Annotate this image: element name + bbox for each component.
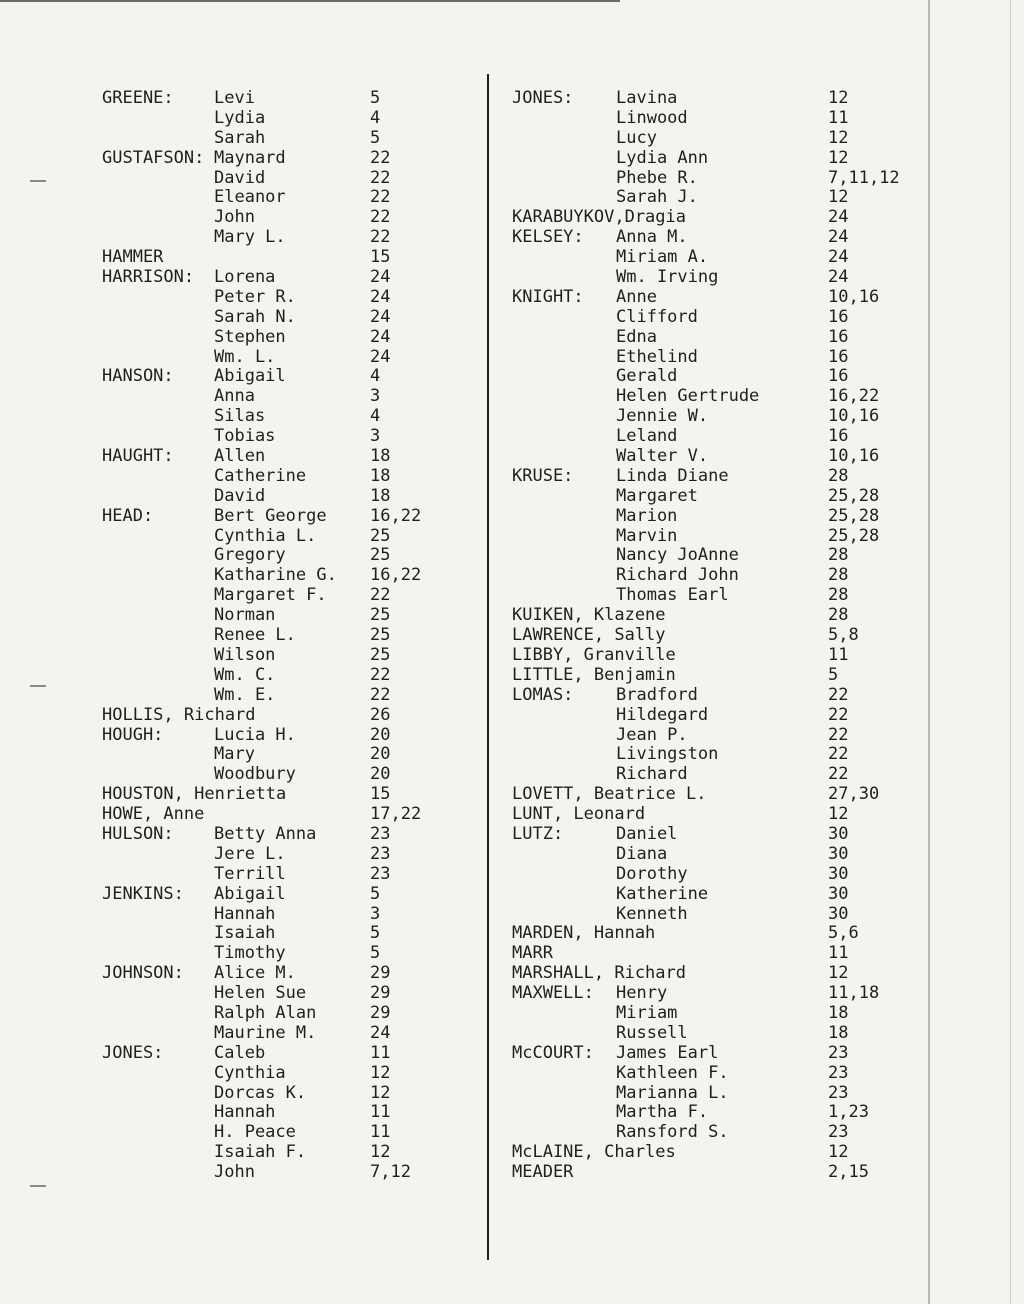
page-numbers: 4 [370, 366, 381, 387]
page-numbers: 10,16 [828, 286, 880, 307]
page-top-edge [0, 0, 620, 2]
page-numbers: 12 [828, 187, 849, 208]
given-name: Hannah [214, 903, 276, 924]
page-numbers: 18 [828, 1002, 849, 1023]
page-numbers: 11 [370, 1122, 391, 1143]
page-numbers: 12 [828, 1142, 849, 1163]
given-name: Levi [214, 88, 255, 108]
page-numbers: 18 [370, 485, 391, 506]
page-numbers: 22 [370, 147, 391, 168]
given-name: Daniel [616, 823, 678, 844]
page-numbers: 22 [370, 207, 391, 228]
page-numbers: 5 [370, 88, 381, 108]
given-name: Hildegard [616, 704, 709, 725]
page-numbers: 5 [828, 664, 839, 685]
given-name: Kathleen F. [616, 1062, 729, 1083]
given-name: Ralph Alan [214, 1002, 317, 1023]
given-name: Wm. E. [214, 684, 276, 705]
given-name: Margaret F. [214, 585, 327, 606]
given-name: Catherine [214, 465, 307, 486]
page-numbers: 15 [370, 784, 391, 805]
page-numbers: 12 [828, 804, 849, 825]
page-numbers: 11 [370, 1042, 391, 1063]
page-numbers: 2,15 [828, 1162, 869, 1183]
page-numbers: 30 [828, 823, 849, 844]
surname: HANSON: [102, 366, 174, 387]
page-numbers: 29 [370, 963, 391, 984]
page-numbers: 5 [370, 127, 381, 148]
page-numbers: 25 [370, 625, 391, 646]
given-name: Betty Anna [214, 823, 317, 844]
page-numbers: 24 [370, 306, 391, 327]
surname: MARR [512, 943, 553, 964]
page-numbers: 25,28 [828, 485, 880, 506]
given-name: Livingston [616, 744, 719, 765]
page-right-edge [928, 0, 930, 1304]
given-name: Hannah [214, 1102, 276, 1123]
page-numbers: 25 [370, 644, 391, 665]
page-numbers: 20 [370, 724, 391, 745]
given-name: H. Peace [214, 1122, 296, 1143]
given-name: Martha F. [616, 1102, 709, 1123]
page-numbers: 4 [370, 107, 381, 128]
page-numbers: 10,16 [828, 446, 880, 467]
page-numbers: 24 [370, 1022, 391, 1043]
surname: JONES: [102, 1042, 164, 1063]
page-numbers: 22 [828, 764, 849, 785]
page-numbers: 5 [370, 943, 381, 964]
given-name: Renee L. [214, 625, 296, 646]
surname: LOVETT, Beatrice L. [512, 784, 707, 805]
given-name: Sarah N. [214, 306, 296, 327]
given-name: Isaiah [214, 923, 276, 944]
page-numbers: 11 [828, 107, 849, 128]
surname: KRUSE: [512, 465, 574, 486]
given-name: Mary [214, 744, 255, 765]
page-numbers: 7,11,12 [828, 167, 900, 188]
margin-mark [30, 685, 46, 687]
given-name: Abigail [214, 883, 286, 904]
given-name: Wm. Irving [616, 267, 719, 288]
page-numbers: 5 [370, 923, 381, 944]
given-name: Abigail [214, 366, 286, 387]
given-name: Walter V. [616, 446, 709, 467]
page-numbers: 11,18 [828, 983, 880, 1004]
page-numbers: 16 [828, 346, 849, 367]
surname: HEAD: [102, 505, 154, 526]
given-name: Phebe R. [616, 167, 698, 188]
surname: HAMMER [102, 247, 164, 268]
given-name: John [214, 207, 255, 228]
page-numbers: 3 [370, 386, 381, 407]
surname: LAWRENCE, Sally [512, 625, 666, 646]
page-numbers: 16 [828, 366, 849, 387]
page-numbers: 5,8 [828, 625, 859, 646]
page-numbers: 5,6 [828, 923, 859, 944]
surname: HOWE, Anne [102, 804, 205, 825]
page-numbers: 1,23 [828, 1102, 869, 1123]
surname: McLAINE, Charles [512, 1142, 676, 1163]
given-name: Nancy JoAnne [616, 545, 739, 566]
given-name: Jere L. [214, 843, 286, 864]
surname: KELSEY: [512, 227, 584, 248]
given-name: Silas [214, 406, 266, 427]
given-name: Linda Diane [616, 465, 729, 486]
page-numbers: 12 [370, 1142, 391, 1163]
margin-mark [30, 180, 46, 182]
page-numbers: 16 [828, 306, 849, 327]
page-numbers: 25,28 [828, 525, 880, 546]
page-numbers: 3 [370, 903, 381, 924]
surname: KARABUYKOV,Dragia [512, 207, 686, 228]
given-name: Kenneth [616, 903, 688, 924]
given-name: Maynard [214, 147, 286, 168]
given-name: Eleanor [214, 187, 286, 208]
given-name: Anna M. [616, 227, 688, 248]
given-name: Lucia H. [214, 724, 296, 745]
surname: LITTLE, Benjamin [512, 664, 676, 685]
page-numbers: 4 [370, 406, 381, 427]
given-name: Lydia Ann [616, 147, 709, 168]
page-numbers: 28 [828, 545, 849, 566]
page-numbers: 24 [370, 286, 391, 307]
page-numbers: 22 [370, 684, 391, 705]
given-name: Bert George [214, 505, 327, 526]
surname: MARDEN, Hannah [512, 923, 656, 944]
page-numbers: 24 [828, 207, 849, 228]
given-name: Wm. C. [214, 664, 276, 685]
given-name: Tobias [214, 426, 276, 447]
given-name: Marvin [616, 525, 678, 546]
page-numbers: 23 [370, 843, 391, 864]
given-name: Bradford [616, 684, 698, 705]
page-numbers: 7,12 [370, 1162, 411, 1183]
given-name: Dorothy [616, 863, 688, 884]
given-name: Maurine M. [214, 1022, 317, 1043]
given-name: Stephen [214, 326, 286, 347]
given-name: Alice M. [214, 963, 296, 984]
page-numbers: 30 [828, 883, 849, 904]
page-numbers: 22 [370, 585, 391, 606]
given-name: Clifford [616, 306, 698, 327]
page-numbers: 27,30 [828, 784, 880, 805]
page-numbers: 25,28 [828, 505, 880, 526]
surname: KUIKEN, Klazene [512, 605, 666, 626]
page-numbers: 24 [828, 267, 849, 288]
page-numbers: 18 [828, 1022, 849, 1043]
page-numbers: 10,16 [828, 406, 880, 427]
given-name: James Earl [616, 1042, 719, 1063]
page-numbers: 23 [370, 863, 391, 884]
page-numbers: 12 [828, 963, 849, 984]
given-name: Linwood [616, 107, 688, 128]
page-numbers: 30 [828, 843, 849, 864]
page-numbers: 29 [370, 983, 391, 1004]
page-numbers: 16,22 [370, 505, 422, 526]
surname: LIBBY, Granville [512, 644, 676, 665]
given-name: Wm. L. [214, 346, 276, 367]
page-numbers: 22 [828, 704, 849, 725]
page-numbers: 25 [370, 545, 391, 566]
surname: JENKINS: [102, 883, 184, 904]
given-name: Miriam A. [616, 247, 709, 268]
given-name: David [214, 485, 266, 506]
surname: MAXWELL: [512, 983, 594, 1004]
page-numbers: 22 [828, 744, 849, 765]
page-numbers: 28 [828, 605, 849, 626]
page-numbers: 28 [828, 465, 849, 486]
given-name: Leland [616, 426, 678, 447]
page-numbers: 20 [370, 744, 391, 765]
given-name: Marianna L. [616, 1082, 729, 1103]
given-name: Gerald [616, 366, 678, 387]
page-numbers: 18 [370, 465, 391, 486]
given-name: Helen Gertrude [616, 386, 760, 407]
page-numbers: 18 [370, 446, 391, 467]
page-numbers: 12 [828, 127, 849, 148]
page-numbers: 16,22 [828, 386, 880, 407]
page-numbers: 25 [370, 605, 391, 626]
page-numbers: 23 [828, 1082, 849, 1103]
given-name: Lorena [214, 267, 276, 288]
page-numbers: 24 [828, 247, 849, 268]
surname: HAUGHT: [102, 446, 174, 467]
page-numbers: 11 [370, 1102, 391, 1123]
given-name: Lavina [616, 88, 678, 108]
surname: HOUGH: [102, 724, 164, 745]
given-name: Sarah J. [616, 187, 698, 208]
surname: HARRISON: [102, 267, 195, 288]
given-name: Ransford S. [616, 1122, 729, 1143]
page-numbers: 22 [370, 664, 391, 685]
surname: HOLLIS, Richard [102, 704, 256, 725]
given-name: Katherine [616, 883, 709, 904]
given-name: Richard [616, 764, 688, 785]
surname: LUNT, Leonard [512, 804, 646, 825]
page-numbers: 30 [828, 903, 849, 924]
page-numbers: 12 [828, 147, 849, 168]
given-name: Miriam [616, 1002, 678, 1023]
surname: GUSTAFSON: [102, 147, 205, 168]
page-numbers: 23 [828, 1122, 849, 1143]
page-numbers: 23 [370, 823, 391, 844]
column-divider [487, 74, 489, 1260]
page-numbers: 22 [828, 724, 849, 745]
surname: McCOURT: [512, 1042, 594, 1063]
given-name: Edna [616, 326, 657, 347]
given-name: Cynthia [214, 1062, 286, 1083]
page-numbers: 23 [828, 1062, 849, 1083]
given-name: Henry [616, 983, 668, 1004]
given-name: Lydia [214, 107, 266, 128]
page-numbers: 24 [370, 267, 391, 288]
page-numbers: 24 [370, 346, 391, 367]
given-name: John [214, 1162, 255, 1183]
given-name: Sarah [214, 127, 266, 148]
page-numbers: 22 [370, 187, 391, 208]
given-name: Anna [214, 386, 255, 407]
given-name: Terrill [214, 863, 286, 884]
given-name: Peter R. [214, 286, 296, 307]
page-numbers: 16 [828, 426, 849, 447]
given-name: Isaiah F. [214, 1142, 307, 1163]
page-numbers: 3 [370, 426, 381, 447]
page-numbers: 26 [370, 704, 391, 725]
surname: GREENE: [102, 88, 174, 108]
surname: LUTZ: [512, 823, 564, 844]
given-name: Allen [214, 446, 266, 467]
given-name: Gregory [214, 545, 286, 566]
page-numbers: 17,22 [370, 804, 422, 825]
surname: MARSHALL, Richard [512, 963, 686, 984]
page-numbers: 24 [370, 326, 391, 347]
given-name: Cynthia L. [214, 525, 317, 546]
given-name: Woodbury [214, 764, 296, 785]
given-name: David [214, 167, 266, 188]
page-numbers: 30 [828, 863, 849, 884]
surname: JONES: [512, 88, 574, 108]
page-numbers: 22 [370, 167, 391, 188]
given-name: Marion [616, 505, 678, 526]
surname: JOHNSON: [102, 963, 184, 984]
given-name: Helen Sue [214, 983, 307, 1004]
given-name: Katharine G. [214, 565, 337, 586]
given-name: Russell [616, 1022, 688, 1043]
page-numbers: 15 [370, 247, 391, 268]
page-numbers: 12 [370, 1082, 391, 1103]
given-name: Thomas Earl [616, 585, 729, 606]
given-name: Caleb [214, 1042, 266, 1063]
page-numbers: 23 [828, 1042, 849, 1063]
given-name: Jean P. [616, 724, 688, 745]
surname: HULSON: [102, 823, 174, 844]
given-name: Ethelind [616, 346, 698, 367]
surname: KNIGHT: [512, 286, 584, 307]
page-numbers: 28 [828, 585, 849, 606]
page-numbers: 16,22 [370, 565, 422, 586]
given-name: Dorcas K. [214, 1082, 307, 1103]
page-right-edge-inner [1010, 0, 1011, 1304]
given-name: Jennie W. [616, 406, 709, 427]
given-name: Margaret [616, 485, 698, 506]
page-numbers: 16 [828, 326, 849, 347]
page-numbers: 24 [828, 227, 849, 248]
page-numbers: 22 [828, 684, 849, 705]
page-numbers: 25 [370, 525, 391, 546]
surname: HOUSTON, Henrietta [102, 784, 287, 805]
given-name: Richard John [616, 565, 739, 586]
given-name: Mary L. [214, 227, 286, 248]
given-name: Diana [616, 843, 668, 864]
page-numbers: 20 [370, 764, 391, 785]
page-numbers: 11 [828, 943, 849, 964]
surname: MEADER [512, 1162, 574, 1183]
page-numbers: 11 [828, 644, 849, 665]
given-name: Anne [616, 286, 657, 307]
given-name: Timothy [214, 943, 286, 964]
page-numbers: 12 [828, 88, 849, 108]
page-numbers: 5 [370, 883, 381, 904]
page-numbers: 28 [828, 565, 849, 586]
page-numbers: 29 [370, 1002, 391, 1023]
margin-mark [30, 1185, 46, 1187]
given-name: Lucy [616, 127, 657, 148]
page-numbers: 22 [370, 227, 391, 248]
given-name: Wilson [214, 644, 276, 665]
surname: LOMAS: [512, 684, 574, 705]
given-name: Norman [214, 605, 276, 626]
page-numbers: 12 [370, 1062, 391, 1083]
